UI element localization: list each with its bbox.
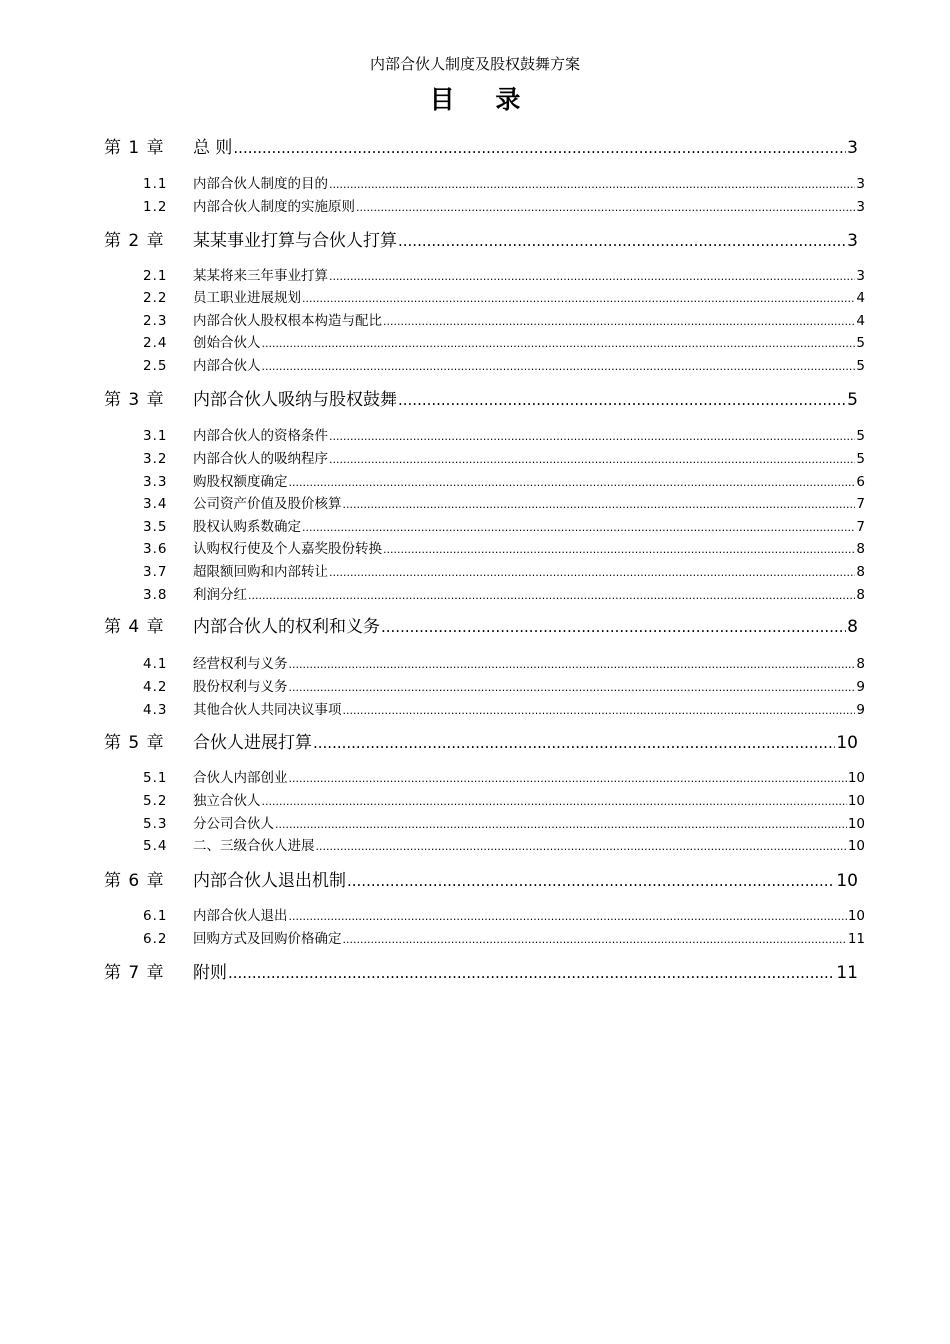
toc-dot-leader xyxy=(262,358,856,374)
toc-entry-number: 5.1 xyxy=(143,770,168,786)
toc-section-row[interactable] xyxy=(140,766,865,786)
toc-page-number: 9 xyxy=(856,702,865,718)
toc-section-row[interactable] xyxy=(140,537,865,557)
toc-entry-title: 内部合伙人退出机制 xyxy=(193,871,346,891)
toc-page-number: 5 xyxy=(856,335,865,351)
toc-entry-title: 内部合伙人的资格条件 xyxy=(193,428,328,444)
toc-section-row[interactable] xyxy=(140,560,865,580)
toc-entry-number: 4.1 xyxy=(143,656,168,672)
toc-entry-title: 合伙人进展打算 xyxy=(193,733,312,753)
toc-page-number: 4 xyxy=(856,313,865,329)
toc-page-number: 7 xyxy=(856,496,865,512)
toc-entry-number: 2.4 xyxy=(143,335,168,351)
toc-entry-number: 1.2 xyxy=(143,199,168,215)
toc-entry-title: 经营权利与义务 xyxy=(193,656,288,672)
toc-entry-title: 利润分红 xyxy=(193,587,247,603)
toc-entry-number: 3.1 xyxy=(143,428,168,444)
toc-page-number: 4 xyxy=(856,290,865,306)
toc-section-row[interactable] xyxy=(140,812,865,832)
toc-section-row[interactable] xyxy=(140,834,865,854)
toc-entry-number: 3.2 xyxy=(143,451,168,467)
toc-chapter-row[interactable] xyxy=(104,226,858,251)
toc-page-number: 10 xyxy=(847,838,865,854)
toc-dot-leader xyxy=(302,519,855,535)
toc-section-row[interactable] xyxy=(140,492,865,512)
toc-entry-number: 3.7 xyxy=(143,564,168,580)
toc-entry-title: 内部合伙人的权利和义务 xyxy=(193,617,380,637)
toc-section-row[interactable] xyxy=(140,789,865,809)
toc-title: 目 录 xyxy=(429,85,537,114)
toc-page-number: 8 xyxy=(847,617,858,637)
toc-page-number: 10 xyxy=(847,793,865,809)
page-header: 内部合伙人制度及股权鼓舞方案 xyxy=(369,55,580,73)
toc-page-number: 5 xyxy=(856,358,865,374)
toc-dot-leader xyxy=(329,176,855,192)
toc-page-number: 5 xyxy=(856,428,865,444)
toc-dot-leader xyxy=(228,963,835,983)
toc-entry-title: 独立合伙人 xyxy=(193,793,261,809)
toc-entry-title: 二、三级合伙人进展 xyxy=(193,838,315,854)
toc-entry-title: 分公司合伙人 xyxy=(193,816,274,832)
toc-chapter-row[interactable] xyxy=(104,728,858,753)
toc-dot-leader xyxy=(289,908,847,924)
toc-entry-title: 股权认购系数确定 xyxy=(193,519,301,535)
toc-entry-title: 内部合伙人股权根本构造与配比 xyxy=(193,313,382,329)
toc-dot-leader xyxy=(316,838,847,854)
toc-page-number: 8 xyxy=(856,656,865,672)
toc-entry-title: 员工职业进展规划 xyxy=(193,290,301,306)
toc-page-number: 9 xyxy=(856,679,865,695)
toc-page-number: 10 xyxy=(847,770,865,786)
toc-entry-number: 4.3 xyxy=(143,702,168,718)
toc-entry-title: 内部合伙人的吸纳程序 xyxy=(193,451,328,467)
toc-entry-number: 6.1 xyxy=(143,908,168,924)
toc-entry-number: 第 1 章 xyxy=(104,138,165,158)
toc-section-row[interactable] xyxy=(140,424,865,444)
toc-chapter-row[interactable] xyxy=(104,385,858,410)
toc-section-row[interactable] xyxy=(140,515,865,535)
toc-page-number: 8 xyxy=(856,587,865,603)
toc-section-row[interactable] xyxy=(140,652,865,672)
toc-entry-number: 5.3 xyxy=(143,816,168,832)
toc-page-number: 10 xyxy=(847,816,865,832)
toc-chapter-row[interactable] xyxy=(104,612,858,637)
toc-dot-leader xyxy=(289,656,856,672)
toc-entry-number: 4.2 xyxy=(143,679,168,695)
toc-section-row[interactable] xyxy=(140,331,865,351)
toc-section-row[interactable] xyxy=(140,904,865,924)
toc-dot-leader xyxy=(262,335,856,351)
toc-entry-title: 内部合伙人制度的目的 xyxy=(193,176,328,192)
toc-section-row[interactable] xyxy=(140,286,865,306)
toc-dot-leader xyxy=(343,702,856,718)
toc-entry-title: 超限额回购和内部转让 xyxy=(193,564,328,580)
toc-entry-number: 6.2 xyxy=(143,931,168,947)
toc-entry-number: 第 6 章 xyxy=(104,871,165,891)
toc-section-row[interactable] xyxy=(140,172,865,192)
toc-page-number: 3 xyxy=(847,138,858,158)
toc-dot-leader xyxy=(289,770,847,786)
toc-page-number: 10 xyxy=(836,733,858,753)
toc-page-number: 5 xyxy=(856,451,865,467)
toc-entry-title: 某某事业打算与合伙人打算 xyxy=(193,231,397,251)
toc-entry-title: 某某将来三年事业打算 xyxy=(193,268,328,284)
toc-entry-title: 内部合伙人退出 xyxy=(193,908,288,924)
toc-entry-number: 3.6 xyxy=(143,541,168,557)
toc-dot-leader xyxy=(248,587,855,603)
toc-dot-leader xyxy=(302,290,855,306)
toc-entry-number: 2.5 xyxy=(143,358,168,374)
toc-dot-leader xyxy=(313,733,835,753)
toc-dot-leader xyxy=(383,313,855,329)
toc-entry-number: 第 5 章 xyxy=(104,733,165,753)
toc-page-number: 8 xyxy=(856,564,865,580)
toc-dot-leader xyxy=(383,541,855,557)
toc-page-number: 8 xyxy=(856,541,865,557)
toc-entry-number: 3.8 xyxy=(143,587,168,603)
toc-entry-number: 2.2 xyxy=(143,290,168,306)
toc-page-number: 11 xyxy=(847,931,865,947)
toc-entry-title: 总 则 xyxy=(193,138,233,158)
toc-dot-leader xyxy=(233,138,846,158)
toc-entry-number: 1.1 xyxy=(143,176,168,192)
toc-entry-number: 第 2 章 xyxy=(104,231,165,251)
toc-entry-title: 购股权额度确定 xyxy=(193,474,288,490)
toc-entry-number: 第 4 章 xyxy=(104,617,165,637)
toc-page-number: 7 xyxy=(856,519,865,535)
toc-dot-leader xyxy=(275,816,847,832)
toc-page-number: 5 xyxy=(847,390,858,410)
toc-entry-number: 5.2 xyxy=(143,793,168,809)
toc-entry-number: 2.1 xyxy=(143,268,168,284)
toc-section-row[interactable] xyxy=(140,583,865,603)
toc-entry-title: 其他合伙人共同决议事项 xyxy=(193,702,342,718)
toc-chapter-row[interactable] xyxy=(104,133,858,158)
toc-entry-title: 公司资产价值及股价核算 xyxy=(193,496,342,512)
toc-entry-number: 3.3 xyxy=(143,474,168,490)
toc-dot-leader xyxy=(398,390,846,410)
toc-page-number: 6 xyxy=(856,474,865,490)
toc-dot-leader xyxy=(347,871,835,891)
toc-chapter-row[interactable] xyxy=(104,866,858,891)
toc-entry-number: 3.5 xyxy=(143,519,168,535)
toc-entry-title: 内部合伙人 xyxy=(193,358,261,374)
toc-dot-leader xyxy=(329,564,855,580)
toc-dot-leader xyxy=(329,451,855,467)
toc-dot-leader xyxy=(356,199,855,215)
toc-dot-leader xyxy=(329,268,855,284)
toc-entry-title: 回购方式及回购价格确定 xyxy=(193,931,342,947)
toc-section-row[interactable] xyxy=(140,447,865,467)
toc-section-row[interactable] xyxy=(140,470,865,490)
toc-section-row[interactable] xyxy=(140,927,865,947)
toc-section-row[interactable] xyxy=(140,675,865,695)
toc-dot-leader xyxy=(289,474,856,490)
toc-page-number: 10 xyxy=(836,871,858,891)
toc-entry-number: 5.4 xyxy=(143,838,168,854)
toc-page-number: 10 xyxy=(847,908,865,924)
toc-section-row[interactable] xyxy=(140,309,865,329)
toc-entry-number: 第 3 章 xyxy=(104,390,165,410)
toc-section-row[interactable] xyxy=(140,354,865,374)
toc-entry-title: 内部合伙人吸纳与股权鼓舞 xyxy=(193,390,397,410)
toc-entry-title: 内部合伙人制度的实施原则 xyxy=(193,199,355,215)
toc-dot-leader xyxy=(398,231,846,251)
toc-page-number: 3 xyxy=(856,268,865,284)
toc-chapter-row[interactable] xyxy=(104,958,858,983)
toc-entry-title: 股份权利与义务 xyxy=(193,679,288,695)
toc-section-row[interactable] xyxy=(140,264,865,284)
toc-entry-title: 创始合伙人 xyxy=(193,335,261,351)
toc-section-row[interactable] xyxy=(140,195,865,215)
toc-dot-leader xyxy=(262,793,847,809)
toc-entry-title: 认购权行使及个人嘉奖股份转换 xyxy=(193,541,382,557)
toc-entry-number: 第 7 章 xyxy=(104,963,165,983)
toc-page-number: 11 xyxy=(836,963,858,983)
toc-entry-title: 合伙人内部创业 xyxy=(193,770,288,786)
toc-dot-leader xyxy=(343,496,856,512)
toc-dot-leader xyxy=(329,428,855,444)
toc-entry-number: 3.4 xyxy=(143,496,168,512)
toc-entry-title: 附则 xyxy=(193,963,227,983)
toc-page-number: 3 xyxy=(856,199,865,215)
toc-dot-leader xyxy=(289,679,856,695)
toc-section-row[interactable] xyxy=(140,698,865,718)
toc-dot-leader xyxy=(381,617,846,637)
toc-page-number: 3 xyxy=(856,176,865,192)
toc-page-number: 3 xyxy=(847,231,858,251)
toc-dot-leader xyxy=(343,931,847,947)
toc-entry-number: 2.3 xyxy=(143,313,168,329)
